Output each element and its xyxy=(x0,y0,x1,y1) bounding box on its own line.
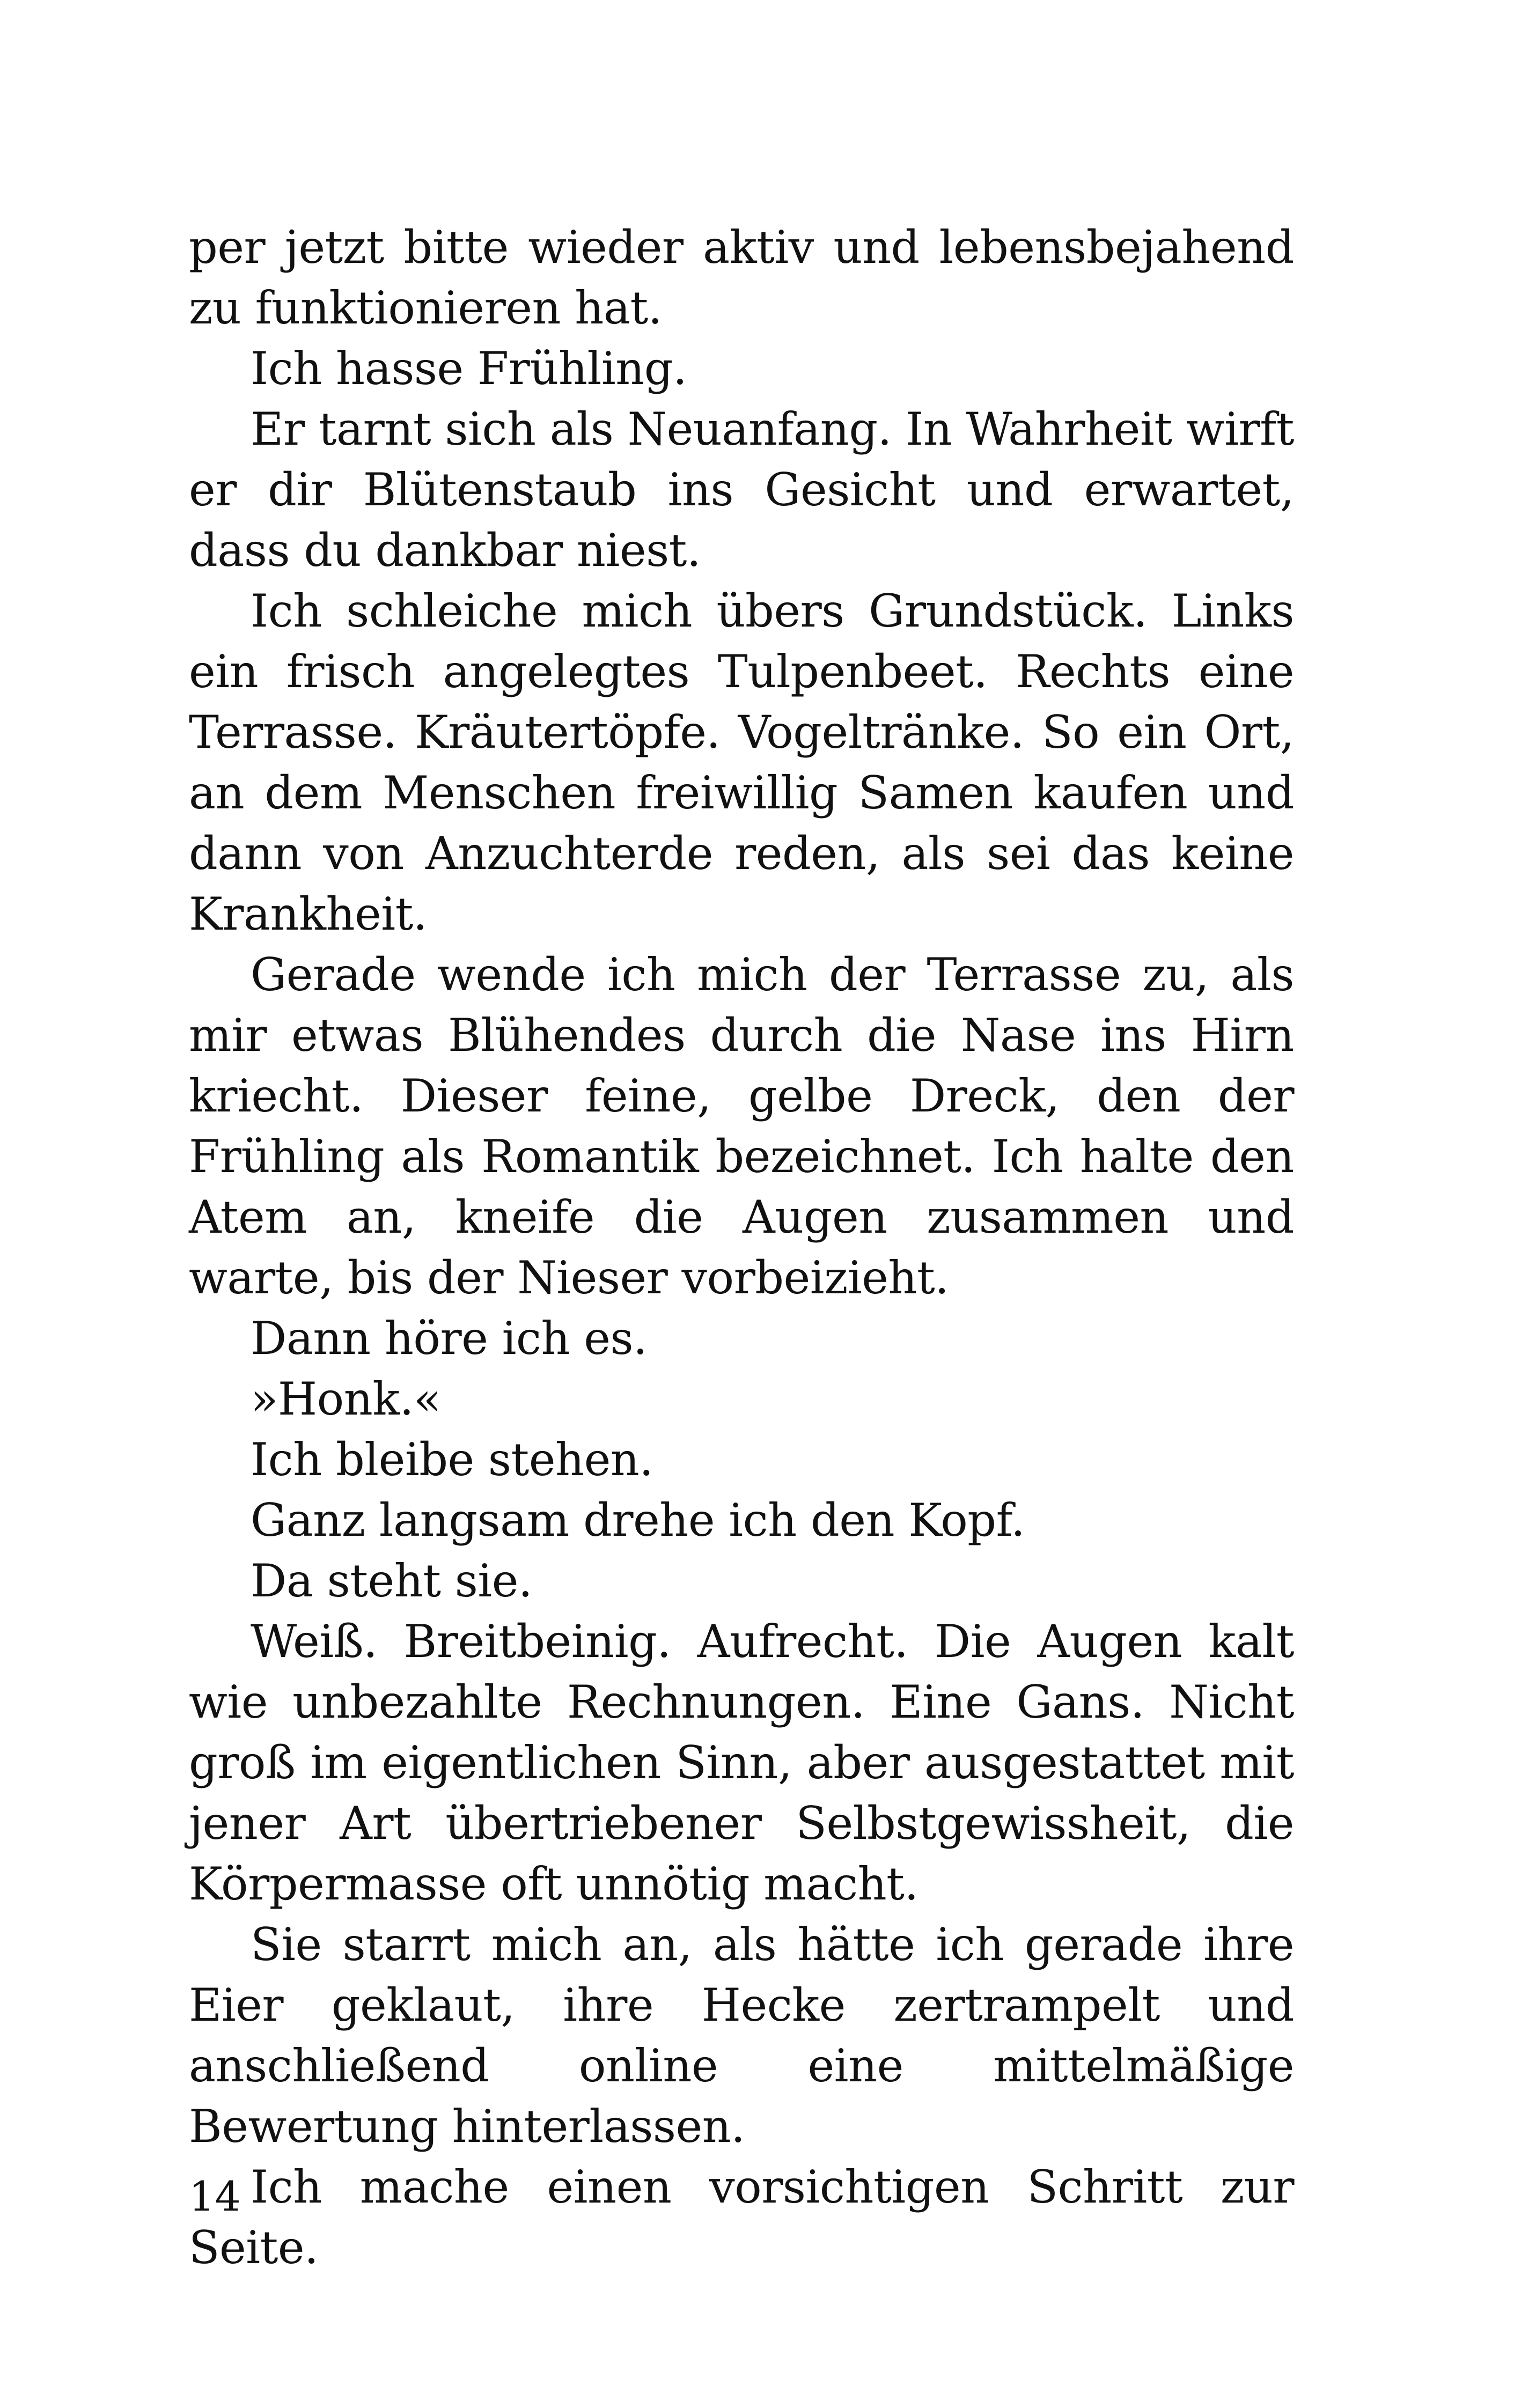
paragraph: Dann höre ich es. xyxy=(251,1312,648,1365)
paragraph: Ich bleibe stehen. xyxy=(251,1433,653,1486)
paragraph: Ganz langsam drehe ich den Kopf. xyxy=(251,1494,1025,1547)
paragraph: Weiß. Breitbeinig. Aufrecht. Die Augen kalt wie unbezahlte Rechnungen. Eine Gans. Nicht groß im eigentlichen Sinn, aber ausgestattet mit jener Art übertriebener Selbstgewissheit, die Körpermasse oft unnötig macht. xyxy=(189,1615,1294,1910)
paragraph: »Honk.« xyxy=(251,1373,441,1425)
paragraph-continuation: per jetzt bitte wieder aktiv und lebensbejahend zu funktionieren hat. xyxy=(189,221,1294,334)
paragraph: Ich hasse Frühling. xyxy=(251,342,687,395)
page-number: 14 xyxy=(189,2173,241,2220)
paragraph: Ich mache einen vorsichtigen Schritt zur Seite. xyxy=(189,2161,1294,2274)
paragraph: Ich schleiche mich übers Grundstück. Links ein frisch angelegtes Tulpenbeet. Rechts eine Terrasse. Kräutertöpfe. Vogeltränke. So ein Ort, an dem Menschen freiwillig Samen kaufen und dann von Anzuchterde reden, als sei das keine Krankheit. xyxy=(189,585,1294,940)
paragraph: Er tarnt sich als Neuanfang. In Wahrheit wirft er dir Blütenstaub ins Gesicht und erwartet, dass du dankbar niest. xyxy=(189,403,1294,577)
body-text xyxy=(189,217,1294,2278)
paragraph: Sie starrt mich an, als hätte ich gerade ihre Eier geklaut, ihre Hecke zertrampelt und anschließend online eine mittelmäßige Bewertung hinterlassen. xyxy=(189,1918,1294,2153)
paragraph: Da steht sie. xyxy=(251,1555,533,1607)
paragraph: Gerade wende ich mich der Terrasse zu, als mir etwas Blühendes durch die Nase ins Hirn kriecht. Dieser feine, gelbe Dreck, den der Frühling als Romantik bezeichnet. Ich halte den Atem an, kneife die Augen zusammen und warte, bis der Nieser vorbeizieht. xyxy=(189,948,1294,1304)
